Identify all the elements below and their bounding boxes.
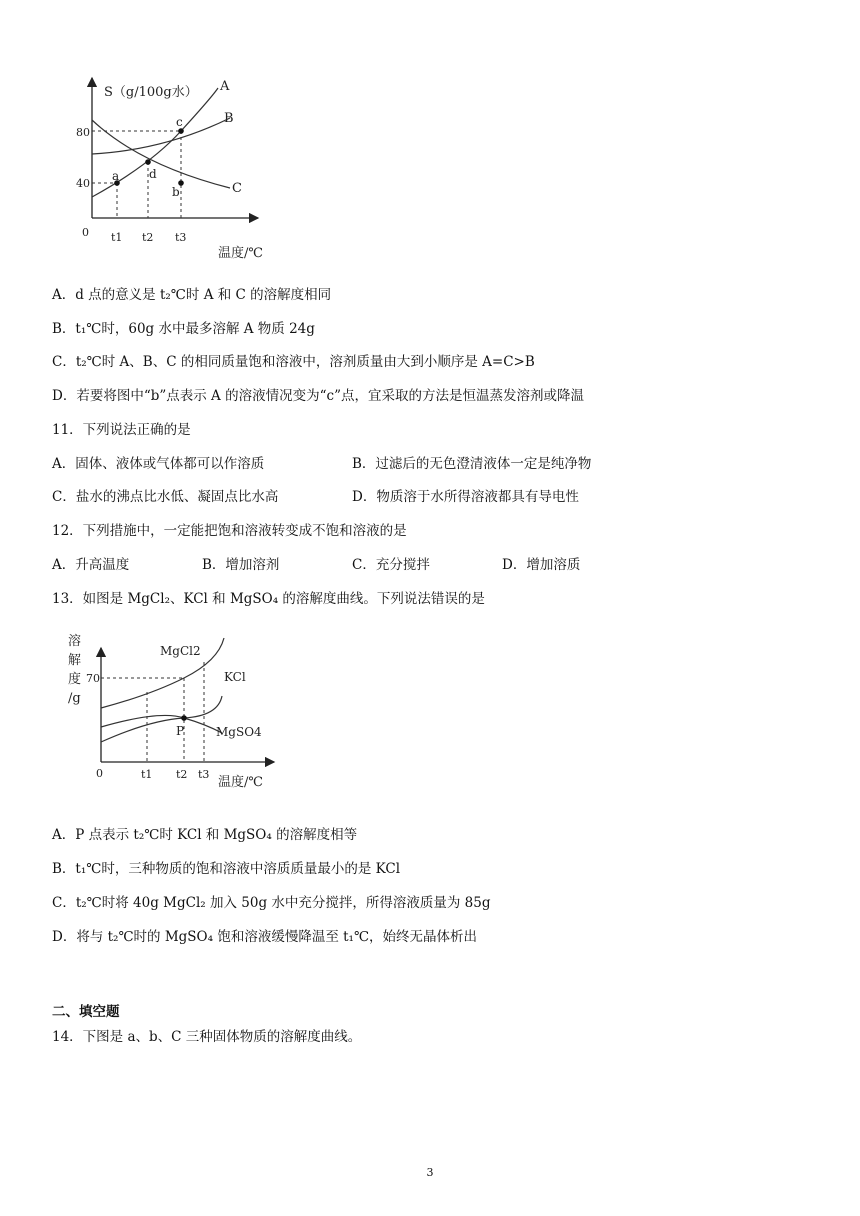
point-label-a: a (112, 169, 120, 183)
q11-stem: 11．下列说法正确的是 (52, 422, 191, 438)
q11-option-c: C．盐水的沸点比水低、凝固点比水高 (52, 489, 279, 505)
point-label-d: d (149, 167, 157, 181)
q11-option-d: D．物质溶于水所得溶液都具有导电性 (352, 489, 579, 505)
origin-label: 0 (96, 767, 103, 780)
curve-b (92, 118, 230, 154)
curve-label-a: A (220, 79, 230, 94)
q13-stem: 13．如图是 MgCl₂、KCl 和 MgSO₄ 的溶解度曲线。下列说法错误的是 (52, 591, 485, 607)
q10-option-c: C．t₂℃时 A、B、C 的相同质量饱和溶液中，溶剂质量由大到小顺序是 A=C>B (52, 354, 535, 370)
q12-option-c: C．充分搅拌 (352, 557, 430, 573)
point-label-p: P (176, 724, 185, 738)
y-tick-70: 70 (86, 672, 100, 685)
x-axis-label: 温度/℃ (218, 246, 263, 261)
y-axis-label: S（g/100g水） (104, 85, 198, 100)
x-tick-t2: t2 (142, 231, 154, 244)
y-tick-80: 80 (76, 126, 90, 139)
origin-label: 0 (82, 226, 89, 239)
q10-option-b: B．t₁℃时，60g 水中最多溶解 A 物质 24g (52, 321, 315, 337)
point-label-c: c (176, 115, 183, 129)
x-axis-label: 温度/℃ (218, 775, 263, 790)
curve-label-mgcl2: MgCl2 (160, 644, 201, 658)
x-tick-t3: t3 (175, 231, 187, 244)
q10-option-a: A．d 点的意义是 t₂℃时 A 和 C 的溶解度相同 (52, 287, 332, 303)
page-number: 3 (426, 1166, 434, 1179)
y-tick-40: 40 (76, 177, 90, 190)
y-label-4: /g (68, 691, 81, 706)
solubility-graph-2 (0, 620, 860, 820)
q13-option-d: D．将与 t₂℃时的 MgSO₄ 饱和溶液缓慢降温至 t₁℃，始终无晶体析出 (52, 929, 478, 945)
point-label-b: b (172, 185, 180, 199)
point-d (145, 159, 151, 165)
q14-stem: 14．下图是 a、b、C 三种固体物质的溶解度曲线。 (52, 1029, 362, 1045)
q11-option-b: B．过滤后的无色澄清液体一定是纯净物 (352, 456, 592, 472)
x-tick-t1: t1 (141, 768, 153, 781)
q13-option-b: B．t₁℃时，三种物质的饱和溶液中溶质质量最小的是 KCl (52, 861, 401, 877)
q12-option-a: A．升高温度 (52, 557, 130, 573)
curve-label-mgso4: MgSO4 (216, 725, 262, 739)
q11-option-a: A．固体、液体或气体都可以作溶质 (52, 456, 265, 472)
q10-option-d: D．若要将图中“b”点表示 A 的溶液情况变为“c”点，宜采取的方法是恒温蒸发溶剂或降温 (52, 388, 584, 404)
curve-label-c: C (232, 181, 242, 196)
q12-option-d: D．增加溶质 (502, 557, 581, 573)
y-label-2: 解 (68, 653, 82, 668)
curve-label-kcl: KCl (224, 670, 246, 684)
solubility-graph-1 (0, 0, 860, 290)
q13-option-a: A．P 点表示 t₂℃时 KCl 和 MgSO₄ 的溶解度相等 (52, 827, 358, 843)
section-title: 二、填空题 (52, 1004, 120, 1020)
x-tick-t2: t2 (176, 768, 188, 781)
y-label-1: 溶 (68, 634, 82, 649)
x-tick-t3: t3 (198, 768, 210, 781)
q12-option-b: B．增加溶剂 (202, 557, 280, 573)
q12-stem: 12．下列措施中，一定能把饱和溶液转变成不饱和溶液的是 (52, 523, 407, 539)
y-label-3: 度 (68, 672, 82, 687)
q13-option-c: C．t₂℃时将 40g MgCl₂ 加入 50g 水中充分搅拌，所得溶液质量为 85g (52, 895, 491, 911)
point-p (181, 715, 187, 721)
curve-label-b: B (224, 111, 234, 126)
x-tick-t1: t1 (111, 231, 123, 244)
point-c (178, 128, 184, 134)
